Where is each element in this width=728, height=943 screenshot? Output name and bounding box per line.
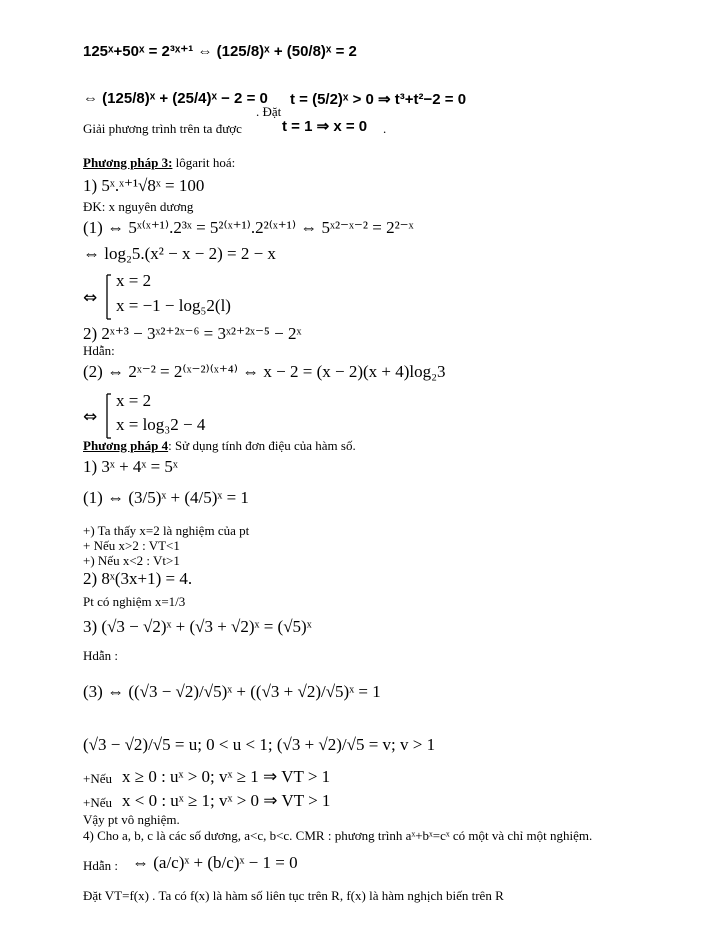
method-4-heading bbox=[83, 438, 356, 454]
problem-4-2: 2) 8ˣ(3x+1) = 4. bbox=[83, 569, 193, 588]
equation-4-3a: (3) ⇔ ((√3 − √2)/√5)ˣ + ((√3 + √2)/√5)ˣ = 1 bbox=[83, 682, 381, 701]
problem-4-1: 1) 3ˣ + 4ˣ = 5ˣ bbox=[83, 457, 178, 476]
solve-dot: . bbox=[383, 121, 387, 136]
method-4-title: Phương pháp 4 bbox=[83, 438, 169, 453]
system-1-row-1: x = 2 bbox=[116, 271, 152, 290]
set-label: . Đặt bbox=[256, 104, 282, 119]
note-2: + Nếu x>2 : VT<1 bbox=[83, 538, 180, 553]
svg-text:⇔: ⇔ bbox=[83, 288, 98, 308]
case-label-2: +Nếu bbox=[83, 795, 112, 810]
problem-3-2: 2) 2ˣ⁺³ − 3ˣ²⁺²ˣ⁻⁶ = 3ˣ²⁺²ˣ⁻⁵ − 2ˣ bbox=[83, 324, 302, 343]
conclusion: Vậy pt vô nghiệm. bbox=[83, 812, 180, 827]
system-2-row-2: x = log₃2 − 4 bbox=[116, 415, 206, 434]
condition: ĐK: x nguyên dương bbox=[83, 199, 194, 214]
equation-4-1: (1) ⇔ (3/5)ˣ + (4/5)ˣ = 1 bbox=[83, 488, 249, 507]
equation-line-2: ⇔ (125/8)ˣ + (25/4)ˣ − 2 = 0 bbox=[83, 90, 268, 107]
equation-3-2: (2) ⇔ 2ˣ⁻² = 2⁽ˣ⁻²⁾⁽ˣ⁺⁴⁾ ⇔ x − 2 = (x − 2)(x + 4)log₂3 bbox=[83, 362, 446, 381]
problem-4-3: 3) (√3 − √2)ˣ + (√3 + √2)ˣ = (√5)ˣ bbox=[83, 617, 312, 636]
system-1-row-2: x = −1 − log₅2(l) bbox=[116, 296, 231, 315]
system-brace-2 bbox=[83, 392, 111, 440]
note-1: +) Ta thấy x=2 là nghiệm của pt bbox=[83, 523, 250, 538]
substitution: t = (5/2)ˣ > 0 ⇒ t³+t²−2 = 0 bbox=[290, 91, 467, 108]
problem-3-1: 1) 5ˣ.ˣ⁺¹√8ˣ = 100 bbox=[83, 176, 205, 195]
svg-text:⇔: ⇔ bbox=[83, 407, 98, 427]
method-3-desc: lôgarit hoá: bbox=[172, 155, 236, 170]
equation-4-4: ⇔ (a/c)ˣ + (b/c)ˣ − 1 = 0 bbox=[132, 853, 298, 872]
note-3: +) Nếu x<2 : Vt>1 bbox=[83, 553, 180, 568]
solve-text: Giải phương trình trên ta được bbox=[83, 121, 242, 136]
equation-3-1a: (1) ⇔ 5ˣ⁽ˣ⁺¹⁾.2³ˣ = 5²⁽ˣ⁺¹⁾.2²⁽ˣ⁺¹⁾ ⇔ 5ˣ²⁻ˣ⁻² = 2²⁻ˣ bbox=[83, 218, 414, 237]
problem-4-4: 4) Cho a, b, c là các số dương, a<c, b<c. CMR : phương trình aˣ+bˣ=cˣ có một và chỉ một nghiệm. bbox=[83, 828, 593, 843]
case-1: x ≥ 0 : uˣ > 0; vˣ ≥ 1 ⇒ VT > 1 bbox=[122, 767, 331, 786]
case-2: x < 0 : uˣ ≥ 1; vˣ > 0 ⇒ VT > 1 bbox=[122, 791, 331, 810]
case-label-1: +Nếu bbox=[83, 771, 112, 786]
method-3-title: Phương pháp 3: bbox=[83, 155, 173, 170]
equation-4-3b: (√3 − √2)/√5 = u; 0 < u < 1; (√3 + √2)/√5 = v; v > 1 bbox=[83, 735, 436, 754]
hint-label-3: Hdẫn : bbox=[83, 858, 119, 873]
method-3-heading bbox=[83, 155, 235, 171]
hint-label-2: Hdẫn : bbox=[83, 648, 119, 663]
equation-3-1b: ⇔ log₂5.(x² − x − 2) = 2 − x bbox=[83, 244, 276, 263]
solve-result: t = 1 ⇒ x = 0 bbox=[282, 118, 368, 135]
system-brace-1 bbox=[83, 273, 111, 321]
final-statement: Đặt VT=f(x) . Ta có f(x) là hàm số liên tục trên R, f(x) là hàm nghịch biến trên R bbox=[83, 888, 504, 903]
system-2-row-1: x = 2 bbox=[116, 391, 152, 410]
method-4-desc: : Sử dụng tính đơn điệu của hàm số. bbox=[168, 438, 356, 453]
equation-line-1: 125ˣ+50ˣ = 2³ˣ⁺¹ ⇔ (125/8)ˣ + (50/8)ˣ = 2 bbox=[83, 43, 357, 60]
hint-label-1: Hdẫn: bbox=[83, 343, 115, 358]
note-4: Pt có nghiệm x=1/3 bbox=[83, 594, 186, 609]
